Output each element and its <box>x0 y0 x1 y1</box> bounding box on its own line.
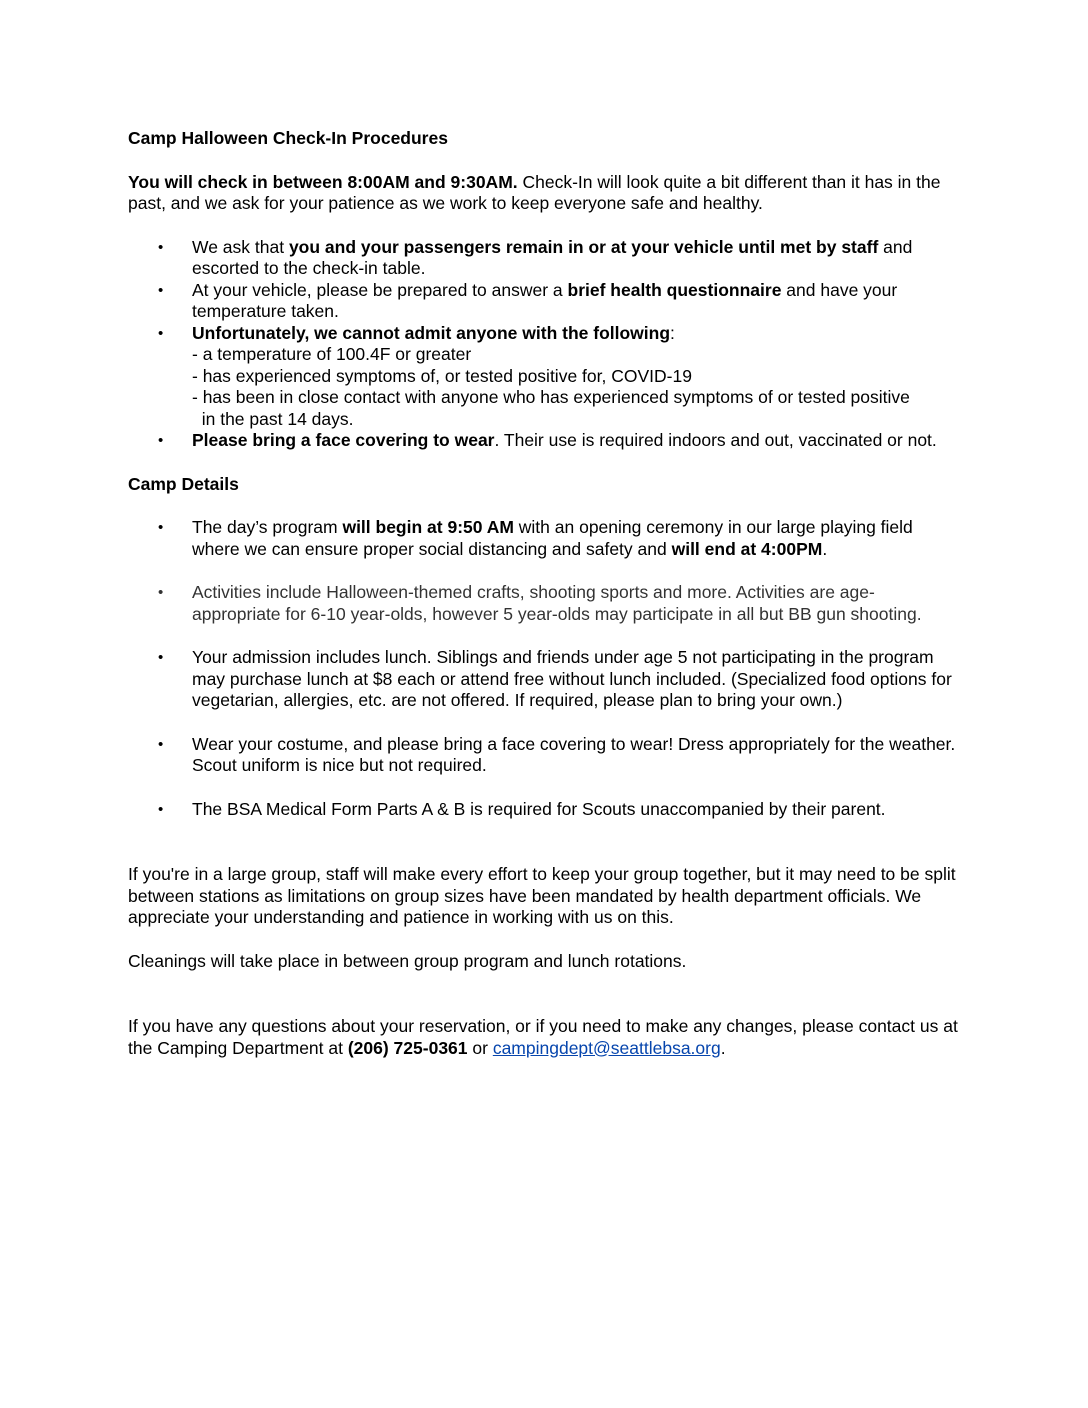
list-text: At your vehicle, please be prepared to answer a <box>192 279 568 300</box>
list-text: : <box>670 322 675 343</box>
spacer <box>128 712 958 734</box>
contact-text: If you have any questions about your reservation, or if you need to make any changes, please contact us at the Camping Department at <box>128 1016 958 1058</box>
list-text: Your admission includes lunch. Siblings and friends under age 5 not participating in the program may purchase lunch at $8 each or attend free without lunch included. (Specialized food options for vegetarian, allergies, etc. are not offered. If required, please plan to bring your own.) <box>192 647 952 710</box>
exclusion-line: - a temperature of 100.4F or greater <box>192 344 472 364</box>
list-item <box>128 430 958 452</box>
page-title: Camp Halloween Check-In Procedures <box>128 128 448 148</box>
list-text: and escorted to the check-in table. <box>192 236 913 278</box>
bullet-icon: • <box>158 324 164 342</box>
spacer <box>128 777 958 799</box>
list-text: The BSA Medical Form Parts A & B is required for Scouts unaccompanied by their parent. <box>192 798 886 819</box>
email-link[interactable]: campingdept@seattlebsa.org <box>492 1037 721 1058</box>
bullet-icon: • <box>158 238 164 256</box>
exclusion-line: - has experienced symptoms of, or tested positive for, COVID-19 <box>192 365 692 386</box>
contact-paragraph <box>128 1016 958 1059</box>
section-heading: Camp Details <box>128 473 239 494</box>
group-paragraph: If you're in a large group, staff will make every effort to keep your group together, but it may need to be split between stations as limitations on group sizes have been mandated by health department officials. We appreciate your understanding and patience in working with us on this. <box>128 864 956 927</box>
bullet-icon: • <box>158 281 164 299</box>
list-bold-text: Please bring a face covering to wear <box>192 430 495 450</box>
intro-text: Check-In will look quite a bit different than it has in the past, and we ask for your patience as we work to keep everyone safe and healthy. <box>128 171 941 213</box>
list-bold-text: you and your passengers remain in or at your vehicle until met by staff <box>288 236 879 257</box>
list-item <box>128 799 958 821</box>
bullet-icon: • <box>158 649 164 666</box>
list-text: . <box>822 538 828 559</box>
bullet-icon: • <box>158 735 164 753</box>
document-page <box>128 128 958 1059</box>
list-item <box>128 734 958 777</box>
list-text: with an opening ceremony in our large playing field where we can ensure proper social distancing and safety and <box>192 517 913 559</box>
spacer <box>128 625 958 647</box>
bullet-icon: • <box>158 584 164 601</box>
exclusion-line: - has been in close contact with anyone who has experienced symptoms of or tested positive <box>192 387 910 407</box>
contact-text: . <box>720 1037 726 1058</box>
list-text: We ask that <box>192 236 289 257</box>
list-item <box>128 280 958 323</box>
bullet-icon: • <box>158 800 164 818</box>
list-bold-text: will begin at 9:50 AM <box>342 517 514 537</box>
details-list <box>128 517 958 820</box>
contact-text: or <box>467 1037 493 1058</box>
list-bold-text: Unfortunately, we cannot admit anyone with the following <box>192 322 671 343</box>
checkin-list <box>128 237 958 452</box>
list-item <box>128 237 958 280</box>
list-text: Wear your costume, and please bring a face covering to wear! Dress appropriately for the weather. Scout uniform is nice but not required. <box>192 733 956 775</box>
bullet-icon: • <box>158 519 164 536</box>
list-item <box>128 582 958 625</box>
exclusion-line: in the past 14 days. <box>192 408 354 429</box>
list-text: . Their use is required indoors and out, vaccinated or not. <box>494 430 937 450</box>
bullet-icon: • <box>158 432 164 449</box>
list-text: The day’s program <box>192 517 343 537</box>
cleanings-paragraph: Cleanings will take place in between group program and lunch rotations. <box>128 950 687 971</box>
list-item <box>128 323 958 431</box>
spacer <box>128 560 958 582</box>
list-item <box>128 517 958 560</box>
list-text: Activities include Halloween-themed crafts, shooting sports and more. Activities are age-appropriate for 6-10 year-olds, however 5 year-olds may participate in all but BB gun shooting. <box>192 582 922 624</box>
phone-number: (206) 725-0361 <box>347 1037 468 1058</box>
list-bold-text: will end at 4:00PM <box>671 538 823 559</box>
list-bold-text: brief health questionnaire <box>567 279 782 300</box>
list-text: and have your temperature taken. <box>192 279 898 321</box>
checkin-time: You will check in between 8:00AM and 9:30AM. <box>128 171 518 192</box>
intro-paragraph <box>128 172 958 215</box>
list-item <box>128 647 958 712</box>
